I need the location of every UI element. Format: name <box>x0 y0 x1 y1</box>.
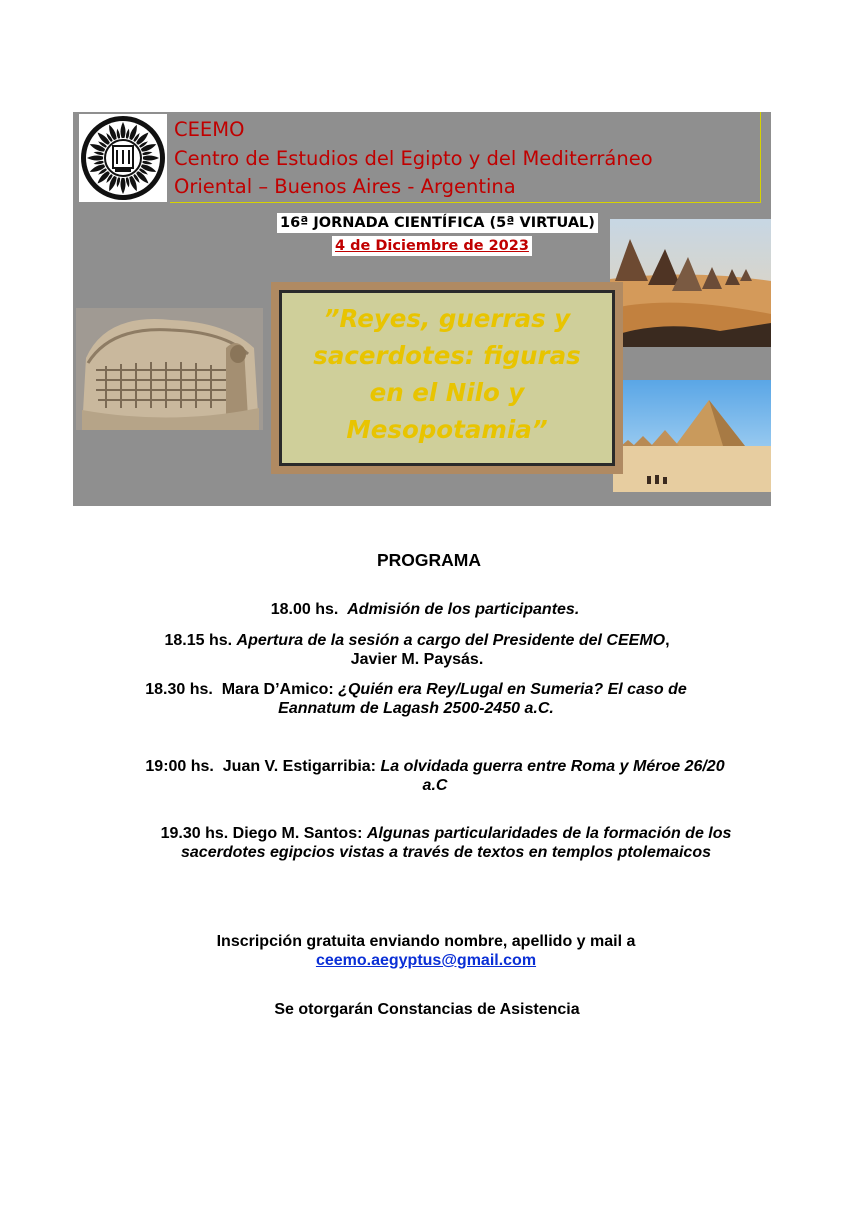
item-line2: Javier M. Paysás. <box>350 651 484 668</box>
item-suffix: , <box>665 632 670 649</box>
certificate-note: Se otorgarán Constancias de Asistencia <box>274 1001 580 1018</box>
registration-email-link[interactable]: ceemo.aegyptus@gmail.com <box>315 952 537 969</box>
item-time: 19:00 hs. <box>145 758 214 775</box>
item-line2: a.C <box>422 777 448 794</box>
event-banner <box>73 112 771 506</box>
program-item-1 <box>0 600 857 619</box>
org-acronym: CEEMO <box>174 118 245 141</box>
program-item-4 <box>3 757 864 795</box>
event-title-box <box>271 282 623 474</box>
item-text: Apertura de la sesión a cargo del Presidente del CEEMO <box>236 632 666 649</box>
org-name-line2: Oriental – Buenos Aires - Argentina <box>174 175 516 198</box>
item-line2: Eannatum de Lagash 2500-2450 a.C. <box>278 700 554 717</box>
program-item-5 <box>14 824 864 862</box>
program-item-3 <box>0 680 848 718</box>
programa-heading: PROGRAMA <box>376 550 482 570</box>
item-line2: sacerdotes egipcios vistas a través de textos en templos ptolemaicos <box>181 844 711 861</box>
event-title: ”Reyes, guerras y sacerdotes: figuras en el Nilo y Mesopotamia” <box>313 304 581 444</box>
item-text: Algunas particularidades de la formación de los <box>366 825 732 842</box>
jornada-label: 16ª JORNADA CIENTÍFICA (5ª VIRTUAL) <box>277 213 598 233</box>
event-date: 4 de Diciembre de 2023 <box>332 236 532 256</box>
meroe-pyramids-photo <box>610 219 771 347</box>
program-item-2 <box>0 631 849 669</box>
giza-pyramids-photo <box>613 380 771 492</box>
ceemo-logo <box>79 114 167 202</box>
org-name-line1: Centro de Estudios del Egipto y del Mediterráneo <box>174 147 653 170</box>
item-time: 19.30 hs. <box>160 825 229 842</box>
item-time: 18.15 hs. <box>164 632 233 649</box>
item-time: 18.00 hs. <box>270 601 339 618</box>
lotus-seal-icon <box>79 114 167 202</box>
item-time: 18.30 hs. <box>145 681 213 698</box>
item-text: Admisión de los participantes. <box>347 601 580 618</box>
item-speaker: Juan V. Estigarribia: <box>222 758 377 775</box>
registration-text: Inscripción gratuita enviando nombre, apellido y mail a <box>216 933 636 950</box>
registration-info <box>0 932 858 970</box>
item-speaker: Mara D’Amico: <box>221 681 334 698</box>
item-speaker: Diego M. Santos: <box>232 825 363 842</box>
stele-photo <box>76 308 263 430</box>
item-text: La olvidada guerra entre Roma y Méroe 26/20 <box>380 758 725 775</box>
item-text: ¿Quién era Rey/Lugal en Sumeria? El caso de <box>338 681 687 698</box>
